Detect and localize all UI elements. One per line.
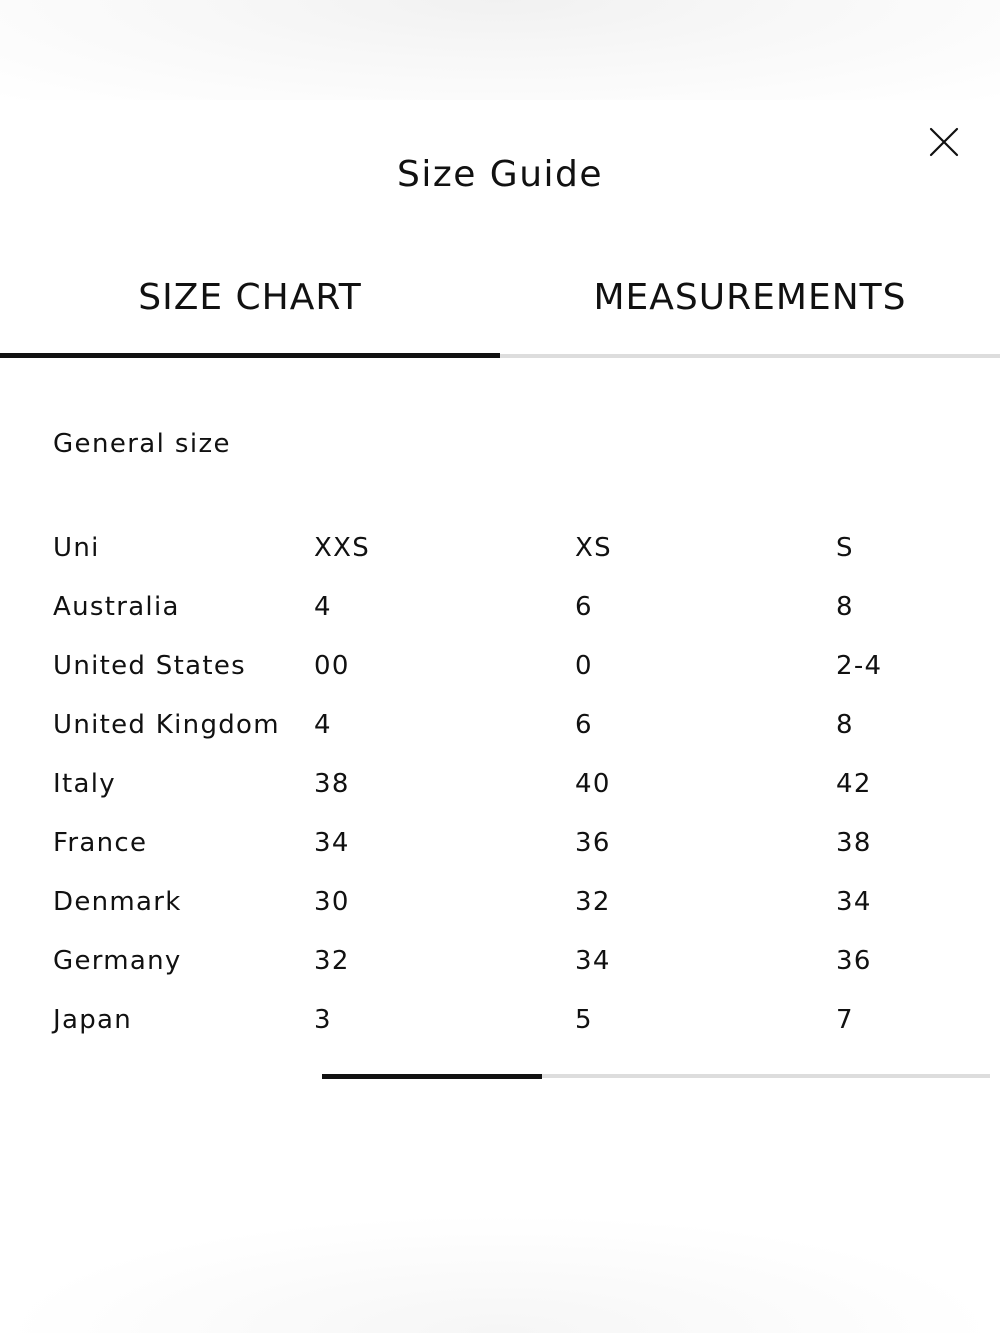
table-cell: 32	[575, 887, 611, 917]
table-cell: 40	[575, 769, 611, 799]
size-table	[53, 528, 973, 1059]
row-label: Germany	[53, 946, 182, 976]
row-label: Italy	[53, 769, 116, 799]
close-icon	[920, 118, 968, 166]
tab-measurements[interactable]: MEASUREMENTS	[593, 277, 907, 318]
tab-size-chart[interactable]: SIZE CHART	[138, 277, 362, 318]
section-title: General size	[53, 429, 231, 459]
table-cell: XS	[575, 533, 612, 563]
row-label: United States	[53, 651, 246, 681]
table-cell: 42	[836, 769, 872, 799]
table-row	[53, 882, 973, 941]
table-row	[53, 705, 973, 764]
table-row	[53, 1000, 973, 1059]
backdrop-top	[0, 0, 1000, 100]
table-cell: 38	[314, 769, 350, 799]
table-cell: 32	[314, 946, 350, 976]
table-row	[53, 646, 973, 705]
table-row	[53, 528, 973, 587]
table-row	[53, 587, 973, 646]
table-cell: 3	[314, 1005, 332, 1035]
table-cell: 6	[575, 592, 593, 622]
table-cell: XXS	[314, 533, 371, 563]
table-cell: 5	[575, 1005, 593, 1035]
table-cell: 30	[314, 887, 350, 917]
active-tab-indicator	[0, 353, 500, 358]
table-cell: 00	[314, 651, 350, 681]
table-cell: 34	[314, 828, 350, 858]
table-cell: 4	[314, 592, 332, 622]
table-cell: 38	[836, 828, 872, 858]
table-cell: 4	[314, 710, 332, 740]
row-label: Australia	[53, 592, 180, 622]
row-label: Uni	[53, 533, 100, 563]
row-label: Japan	[53, 1005, 133, 1035]
table-cell: S	[836, 533, 854, 563]
size-guide-tabs	[0, 270, 1000, 360]
table-cell: 2-4	[836, 651, 883, 681]
table-cell: 36	[575, 828, 611, 858]
table-cell: 36	[836, 946, 872, 976]
row-label: Denmark	[53, 887, 182, 917]
table-cell: 34	[575, 946, 611, 976]
tab-underline-track	[500, 354, 1000, 358]
row-label: France	[53, 828, 148, 858]
table-cell: 6	[575, 710, 593, 740]
horizontal-scrollbar[interactable]	[322, 1074, 990, 1078]
table-row	[53, 764, 973, 823]
row-label: United Kingdom	[53, 710, 280, 740]
table-cell: 8	[836, 710, 854, 740]
modal-title: Size Guide	[396, 154, 604, 195]
table-cell: 7	[836, 1005, 854, 1035]
table-cell: 34	[836, 887, 872, 917]
table-row	[53, 941, 973, 1000]
close-button[interactable]	[920, 118, 968, 166]
backdrop-bottom	[0, 1213, 1000, 1333]
scrollbar-thumb[interactable]	[322, 1074, 542, 1079]
table-cell: 0	[575, 651, 593, 681]
table-row	[53, 823, 973, 882]
table-cell: 8	[836, 592, 854, 622]
